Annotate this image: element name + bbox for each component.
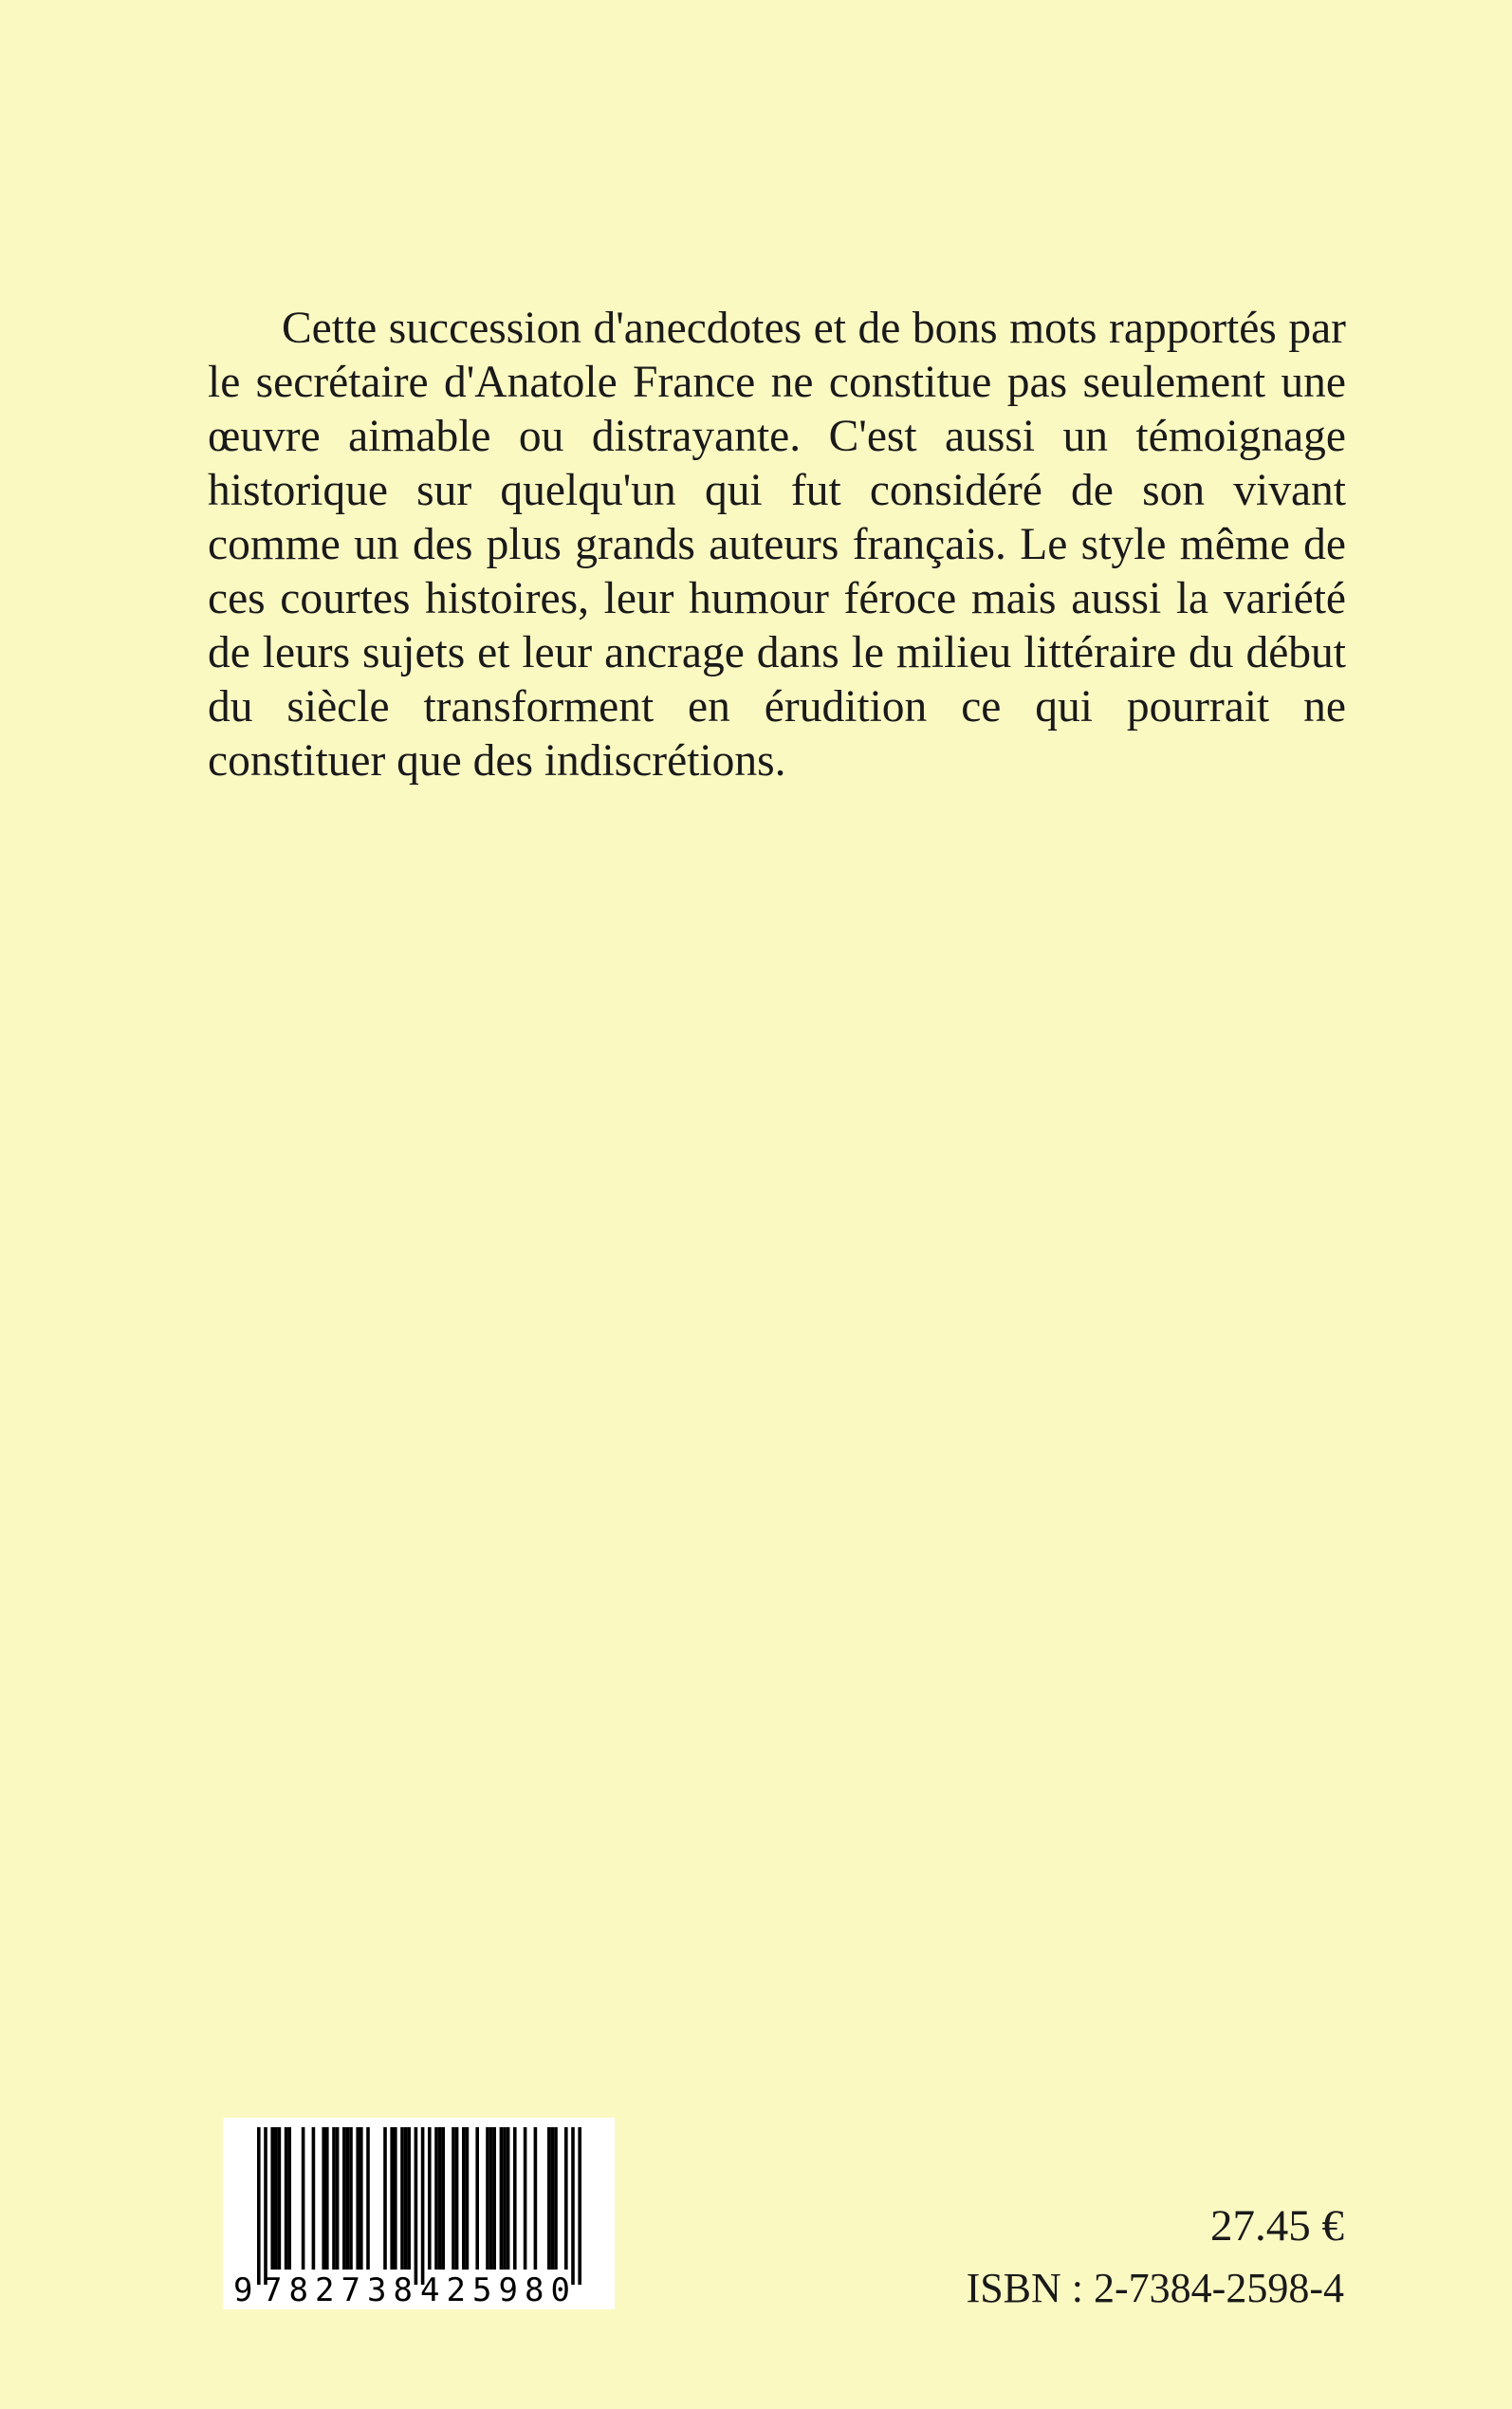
barcode-bar: [325, 2127, 329, 2270]
barcode-bar: [421, 2127, 425, 2285]
ean-barcode: [223, 2118, 615, 2309]
barcode-bar: [524, 2127, 527, 2270]
barcode-left-digits: 782738: [263, 2271, 413, 2309]
barcode-bar: [360, 2127, 363, 2270]
barcode-bar: [366, 2127, 370, 2270]
barcode-bar: [383, 2127, 387, 2270]
barcode-bar: [578, 2127, 581, 2285]
barcode-right-digits: 425980: [420, 2271, 570, 2309]
barcode-bar: [346, 2127, 350, 2270]
barcode-bar: [486, 2127, 489, 2270]
barcode-bar: [428, 2127, 432, 2270]
barcode-bar: [489, 2127, 493, 2270]
barcode-bar: [438, 2127, 442, 2270]
barcode-bar: [322, 2127, 325, 2270]
barcode-bar: [551, 2127, 555, 2270]
price-label: 27.45 €: [1210, 2201, 1344, 2251]
barcode-bar: [500, 2127, 504, 2270]
barcode-bar: [462, 2127, 466, 2270]
barcode-bar: [441, 2127, 445, 2270]
barcode-graphic: [223, 2118, 615, 2309]
barcode-bar: [475, 2127, 479, 2270]
barcode-bar: [332, 2127, 336, 2270]
barcode-bar: [302, 2127, 305, 2270]
barcode-bar: [503, 2127, 507, 2270]
barcode-bar: [434, 2127, 438, 2270]
barcode-bar: [455, 2127, 459, 2270]
barcode-bar: [349, 2127, 353, 2270]
barcode-bar: [270, 2127, 274, 2270]
barcode-bar: [285, 2127, 288, 2270]
barcode-bar: [404, 2127, 408, 2270]
barcode-bar: [492, 2127, 496, 2270]
barcode-bar: [466, 2127, 470, 2270]
barcode-bar: [507, 2127, 510, 2270]
barcode-bar: [407, 2127, 411, 2270]
barcode-bar: [312, 2127, 316, 2270]
barcode-bar: [400, 2127, 404, 2270]
barcode-bar: [342, 2127, 346, 2270]
barcode-bar: [390, 2127, 394, 2270]
barcode-bar: [415, 2127, 418, 2285]
barcode-bar: [534, 2127, 538, 2270]
barcode-bar: [452, 2127, 455, 2270]
barcode-bar: [257, 2127, 261, 2285]
barcode-bar: [278, 2127, 282, 2270]
barcode-bar: [513, 2127, 517, 2270]
barcode-bar: [571, 2127, 575, 2285]
barcode-bar: [394, 2127, 397, 2270]
barcode-bar: [287, 2127, 291, 2270]
barcode-bar: [264, 2127, 267, 2285]
barcode-bar: [564, 2127, 568, 2270]
isbn-label: ISBN : 2-7384-2598-4: [966, 2265, 1344, 2311]
barcode-bar: [554, 2127, 558, 2270]
barcode-bar: [274, 2127, 278, 2270]
barcode-prefix-digit: 9: [233, 2271, 253, 2309]
back-cover-blurb: Cette succession d'anecdotes et de bons mots rapportés par le secrétaire d'Anatole France ne constitue pas seulement une œuvre aimable ou distrayante. C'est aussi un témoignage historique sur quelqu'un qui fut considéré de son vivant comme un des plus grands auteurs français. Le style même de ces courtes histoires, leur humour féroce mais aussi la variété de leurs sujets et leur ancrage dans le milieu littéraire du début du siècle transforment en érudition ce qui pourrait ne constituer que des indiscrétions.: [208, 304, 1346, 786]
barcode-bar: [547, 2127, 551, 2270]
barcode-bar: [336, 2127, 340, 2270]
barcode-bar: [356, 2127, 360, 2270]
